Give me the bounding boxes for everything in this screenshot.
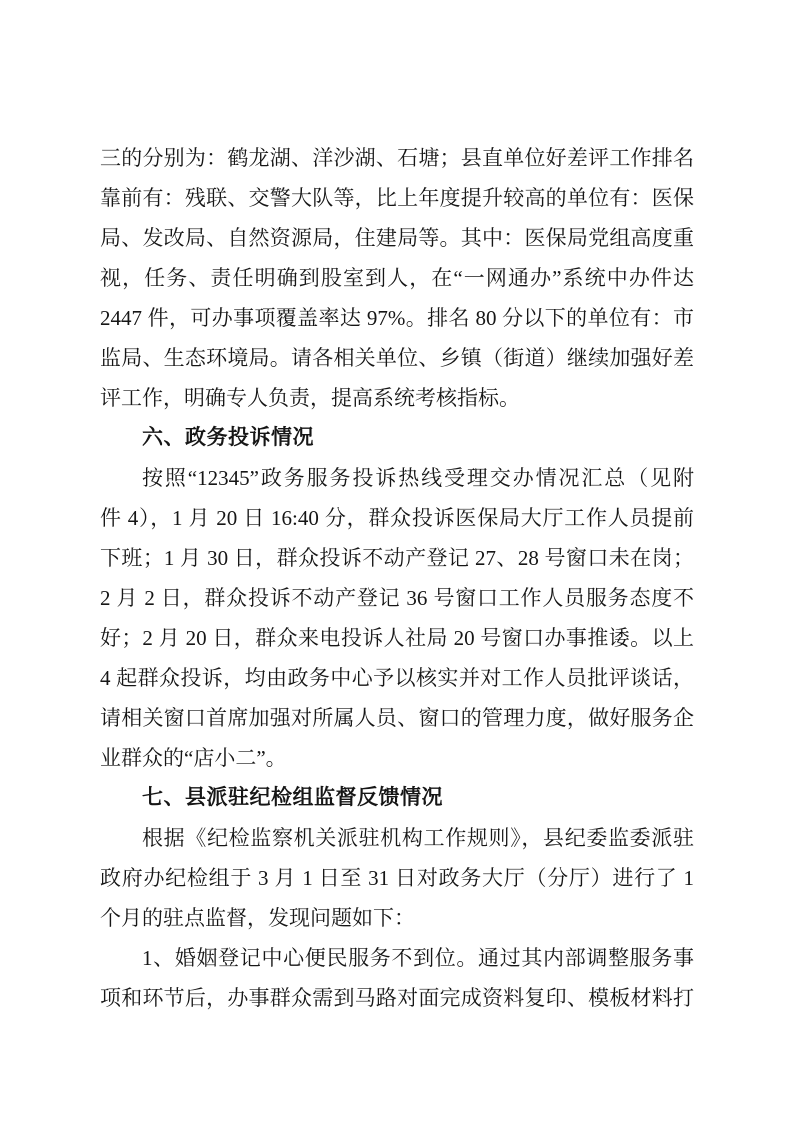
body-line: 按照“12345”政务服务投诉热线受理交办情况汇总（见附 — [142, 466, 694, 490]
body-line: 政府办纪检组于 3 月 1 日至 31 日对政务大厅（分厅）进行了 1 — [100, 866, 694, 890]
body-line: 2 月 2 日，群众投诉不动产登记 36 号窗口工作人员服务态度不 — [100, 586, 694, 610]
body-line: 三的分别为：鹤龙湖、洋沙湖、石塘；县直单位好差评工作排名 — [100, 146, 694, 170]
section-heading: 六、政务投诉情况 — [142, 426, 314, 449]
body-line: 评工作，明确专人负责，提高系统考核指标。 — [100, 386, 520, 410]
section-heading: 七、县派驻纪检组监督反馈情况 — [142, 786, 443, 809]
body-line: 2447 件，可办事项覆盖率达 97%。排名 80 分以下的单位有：市 — [100, 306, 694, 330]
body-line: 根据《纪检监察机关派驻机构工作规则》，县纪委监委派驻 — [142, 826, 694, 850]
body-line: 业群众的“店小二”。 — [100, 746, 287, 770]
body-line: 靠前有：残联、交警大队等，比上年度提升较高的单位有：医保 — [100, 186, 694, 210]
body-line: 下班；1 月 30 日，群众投诉不动产登记 27、28 号窗口未在岗； — [100, 546, 694, 570]
body-line: 请相关窗口首席加强对所属人员、窗口的管理力度，做好服务企 — [100, 706, 694, 730]
body-line: 件 4），1 月 20 日 16:40 分，群众投诉医保局大厅工作人员提前 — [100, 506, 694, 530]
body-line: 视，任务、责任明确到股室到人，在“一网通办”系统中办件达 — [100, 266, 694, 290]
body-line: 好；2 月 20 日，群众来电投诉人社局 20 号窗口办事推诿。以上 — [100, 626, 694, 650]
body-line: 个月的驻点监督，发现问题如下： — [100, 906, 415, 930]
body-line: 4 起群众投诉，均由政务中心予以核实并对工作人员批评谈话， — [100, 666, 694, 690]
body-line: 监局、生态环境局。请各相关单位、乡镇（街道）继续加强好差 — [100, 346, 694, 370]
body-line: 1、婚姻登记中心便民服务不到位。通过其内部调整服务事 — [142, 946, 694, 970]
body-line: 项和环节后，办事群众需到马路对面完成资料复印、模板材料打 — [100, 986, 694, 1010]
body-line: 局、发改局、自然资源局，住建局等。其中：医保局党组高度重 — [100, 226, 694, 250]
